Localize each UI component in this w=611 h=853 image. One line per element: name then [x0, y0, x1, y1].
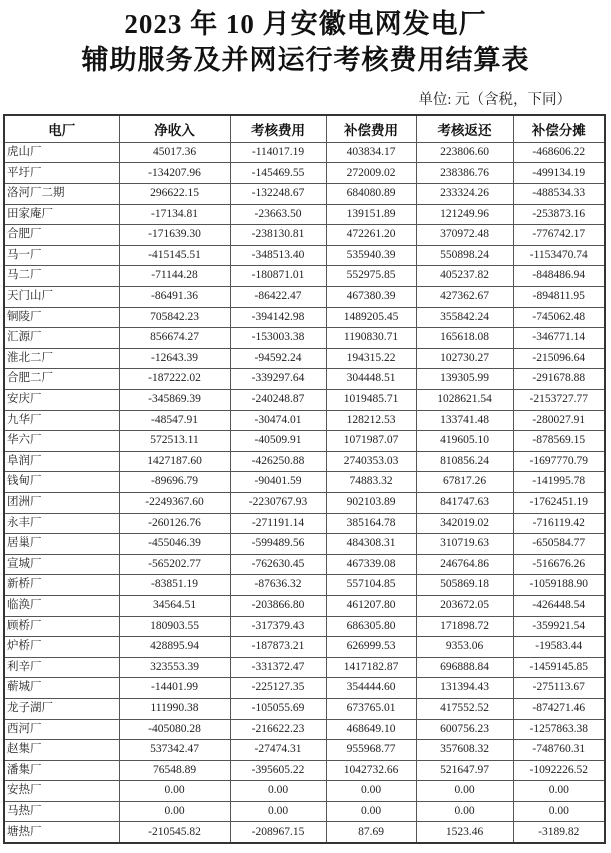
value-cell: 296622.15	[119, 184, 230, 205]
value-cell: -650584.77	[513, 534, 605, 555]
value-cell: 417552.52	[416, 698, 513, 719]
value-cell: -874271.46	[513, 698, 605, 719]
plant-name-cell: 天门山厂	[4, 287, 119, 308]
value-cell: -210545.82	[119, 822, 230, 843]
table-row	[4, 472, 605, 493]
value-cell: 180903.55	[119, 616, 230, 637]
value-cell: 171898.72	[416, 616, 513, 637]
value-cell: -280027.91	[513, 410, 605, 431]
table-header	[4, 115, 605, 143]
value-cell: -516676.26	[513, 554, 605, 575]
value-cell: -745062.48	[513, 307, 605, 328]
value-cell: -395605.22	[230, 760, 326, 781]
value-cell: 1028621.54	[416, 390, 513, 411]
value-cell: -215096.64	[513, 348, 605, 369]
plant-name-cell: 新桥厂	[4, 575, 119, 596]
value-cell: 419605.10	[416, 431, 513, 452]
title-line-1: 2023 年 10 月安徽电网发电厂	[124, 9, 487, 39]
plant-name-cell: 阜润厂	[4, 451, 119, 472]
value-cell: -468606.22	[513, 142, 605, 163]
plant-name-cell: 虎山厂	[4, 142, 119, 163]
value-cell: -499134.19	[513, 163, 605, 184]
value-cell: -225127.35	[230, 678, 326, 699]
value-cell: 370972.48	[416, 225, 513, 246]
value-cell: -488534.33	[513, 184, 605, 205]
value-cell: 626999.53	[326, 637, 416, 658]
value-cell: -153003.38	[230, 328, 326, 349]
value-cell: 1523.46	[416, 822, 513, 843]
value-cell: -1059188.90	[513, 575, 605, 596]
value-cell: -716119.42	[513, 513, 605, 534]
value-cell: -48547.91	[119, 410, 230, 431]
value-cell: -331372.47	[230, 657, 326, 678]
value-cell: 355842.24	[416, 307, 513, 328]
value-cell: 1417182.87	[326, 657, 416, 678]
value-cell: -762630.45	[230, 554, 326, 575]
value-cell: 550898.24	[416, 245, 513, 266]
table-row	[4, 492, 605, 513]
column-header-3: 考核费用	[230, 115, 326, 143]
settlement-table	[3, 114, 606, 844]
table-row	[4, 657, 605, 678]
column-header-5: 考核返还	[416, 115, 513, 143]
value-cell: -132248.67	[230, 184, 326, 205]
column-header-2: 净收入	[119, 115, 230, 143]
value-cell: -271191.14	[230, 513, 326, 534]
value-cell: 856674.27	[119, 328, 230, 349]
value-cell: 34564.51	[119, 595, 230, 616]
value-cell: -187222.02	[119, 369, 230, 390]
column-header-6: 补偿分摊	[513, 115, 605, 143]
table-row	[4, 328, 605, 349]
value-cell: -878569.15	[513, 431, 605, 452]
value-cell: 1071987.07	[326, 431, 416, 452]
value-cell: -405080.28	[119, 719, 230, 740]
value-cell: -348513.40	[230, 245, 326, 266]
value-cell: -187873.21	[230, 637, 326, 658]
value-cell: 557104.85	[326, 575, 416, 596]
value-cell: 521647.97	[416, 760, 513, 781]
table-row	[4, 287, 605, 308]
value-cell: -71144.28	[119, 266, 230, 287]
value-cell: 0.00	[513, 781, 605, 802]
value-cell: 505869.18	[416, 575, 513, 596]
document-title	[0, 6, 611, 79]
value-cell: -19583.44	[513, 637, 605, 658]
value-cell: -359921.54	[513, 616, 605, 637]
value-cell: 0.00	[230, 801, 326, 822]
value-cell: 841747.63	[416, 492, 513, 513]
value-cell: -86491.36	[119, 287, 230, 308]
value-cell: -145469.55	[230, 163, 326, 184]
value-cell: -89696.79	[119, 472, 230, 493]
plant-name-cell: 九华厂	[4, 410, 119, 431]
value-cell: 342019.02	[416, 513, 513, 534]
value-cell: -426250.88	[230, 451, 326, 472]
plant-name-cell: 汇源厂	[4, 328, 119, 349]
value-cell: 111990.38	[119, 698, 230, 719]
plant-name-cell: 临涣厂	[4, 595, 119, 616]
value-cell: -14401.99	[119, 678, 230, 699]
value-cell: -394142.98	[230, 307, 326, 328]
settlement-document	[0, 6, 611, 853]
value-cell: -180871.01	[230, 266, 326, 287]
value-cell: -87636.32	[230, 575, 326, 596]
plant-name-cell: 赵集厂	[4, 740, 119, 761]
value-cell: 572513.11	[119, 431, 230, 452]
value-cell: 385164.78	[326, 513, 416, 534]
value-cell: 810856.24	[416, 451, 513, 472]
value-cell: -2153727.77	[513, 390, 605, 411]
value-cell: -848486.94	[513, 266, 605, 287]
table-row	[4, 513, 605, 534]
plant-name-cell: 居巢厂	[4, 534, 119, 555]
table-row	[4, 245, 605, 266]
value-cell: 133741.48	[416, 410, 513, 431]
value-cell: 403834.17	[326, 142, 416, 163]
plant-name-cell: 淮北二厂	[4, 348, 119, 369]
value-cell: -1697770.79	[513, 451, 605, 472]
value-cell: -339297.64	[230, 369, 326, 390]
table-row	[4, 781, 605, 802]
table-row	[4, 369, 605, 390]
value-cell: 1427187.60	[119, 451, 230, 472]
value-cell: 0.00	[416, 781, 513, 802]
value-cell: 696888.84	[416, 657, 513, 678]
value-cell: -894811.95	[513, 287, 605, 308]
value-cell: 1489205.45	[326, 307, 416, 328]
table-row	[4, 595, 605, 616]
plant-name-cell: 塘热厂	[4, 822, 119, 843]
value-cell: 1190830.71	[326, 328, 416, 349]
value-cell: 45017.36	[119, 142, 230, 163]
value-cell: -114017.19	[230, 142, 326, 163]
value-cell: -415145.51	[119, 245, 230, 266]
value-cell: 238386.76	[416, 163, 513, 184]
value-cell: -203866.80	[230, 595, 326, 616]
value-cell: 76548.89	[119, 760, 230, 781]
value-cell: -238130.81	[230, 225, 326, 246]
value-cell: 87.69	[326, 822, 416, 843]
plant-name-cell: 合肥厂	[4, 225, 119, 246]
table-row	[4, 678, 605, 699]
value-cell: 357608.32	[416, 740, 513, 761]
value-cell: 0.00	[326, 781, 416, 802]
value-cell: -1459145.85	[513, 657, 605, 678]
value-cell: -1257863.38	[513, 719, 605, 740]
value-cell: -208967.15	[230, 822, 326, 843]
table-row	[4, 822, 605, 843]
plant-name-cell: 利辛厂	[4, 657, 119, 678]
plant-name-cell: 炉桥厂	[4, 637, 119, 658]
table-row	[4, 225, 605, 246]
value-cell: 0.00	[119, 781, 230, 802]
value-cell: -171639.30	[119, 225, 230, 246]
table-row	[4, 801, 605, 822]
value-cell: 0.00	[416, 801, 513, 822]
value-cell: 955968.77	[326, 740, 416, 761]
value-cell: -27474.31	[230, 740, 326, 761]
plant-name-cell: 马热厂	[4, 801, 119, 822]
value-cell: 102730.27	[416, 348, 513, 369]
value-cell: -2230767.93	[230, 492, 326, 513]
table-row	[4, 554, 605, 575]
value-cell: 472261.20	[326, 225, 416, 246]
value-cell: 131394.43	[416, 678, 513, 699]
value-cell: 304448.51	[326, 369, 416, 390]
plant-name-cell: 马一厂	[4, 245, 119, 266]
column-header-1: 电厂	[4, 115, 119, 143]
plant-name-cell: 顾桥厂	[4, 616, 119, 637]
value-cell: 223806.60	[416, 142, 513, 163]
value-cell: -83851.19	[119, 575, 230, 596]
value-cell: -1092226.52	[513, 760, 605, 781]
unit-note: 单位: 元（含税，下同）	[418, 91, 571, 108]
value-cell: 0.00	[326, 801, 416, 822]
value-cell: -17134.81	[119, 204, 230, 225]
value-cell: -599489.56	[230, 534, 326, 555]
value-cell: 354444.60	[326, 678, 416, 699]
value-cell: 600756.23	[416, 719, 513, 740]
table-row	[4, 163, 605, 184]
value-cell: -253873.16	[513, 204, 605, 225]
value-cell: 0.00	[513, 801, 605, 822]
value-cell: 128212.53	[326, 410, 416, 431]
value-cell: 468649.10	[326, 719, 416, 740]
plant-name-cell: 田家庵厂	[4, 204, 119, 225]
value-cell: 203672.05	[416, 595, 513, 616]
table-row	[4, 637, 605, 658]
table-body	[4, 142, 605, 843]
value-cell: -94592.24	[230, 348, 326, 369]
value-cell: 467380.39	[326, 287, 416, 308]
value-cell: 67817.26	[416, 472, 513, 493]
table-row	[4, 451, 605, 472]
plant-name-cell: 合肥二厂	[4, 369, 119, 390]
value-cell: 272009.02	[326, 163, 416, 184]
table-row	[4, 410, 605, 431]
value-cell: -260126.76	[119, 513, 230, 534]
value-cell: 461207.80	[326, 595, 416, 616]
table-row	[4, 534, 605, 555]
value-cell: 484308.31	[326, 534, 416, 555]
value-cell: -291678.88	[513, 369, 605, 390]
value-cell: -455046.39	[119, 534, 230, 555]
plant-name-cell: 安庆厂	[4, 390, 119, 411]
table-row	[4, 740, 605, 761]
value-cell: 686305.80	[326, 616, 416, 637]
plant-name-cell: 华六厂	[4, 431, 119, 452]
value-cell: 537342.47	[119, 740, 230, 761]
plant-name-cell: 团洲厂	[4, 492, 119, 513]
value-cell: -105055.69	[230, 698, 326, 719]
plant-name-cell: 洛河厂二期	[4, 184, 119, 205]
table-row	[4, 266, 605, 287]
value-cell: -134207.96	[119, 163, 230, 184]
value-cell: 405237.82	[416, 266, 513, 287]
value-cell: 902103.89	[326, 492, 416, 513]
value-cell: -748760.31	[513, 740, 605, 761]
value-cell: 705842.23	[119, 307, 230, 328]
plant-name-cell: 宣城厂	[4, 554, 119, 575]
plant-name-cell: 钱甸厂	[4, 472, 119, 493]
title-line-2: 辅助服务及并网运行考核费用结算表	[81, 45, 530, 76]
plant-name-cell: 潘集厂	[4, 760, 119, 781]
value-cell: 535940.39	[326, 245, 416, 266]
value-cell: -23663.50	[230, 204, 326, 225]
value-cell: 0.00	[119, 801, 230, 822]
value-cell: -776742.17	[513, 225, 605, 246]
value-cell: -2249367.60	[119, 492, 230, 513]
plant-name-cell: 马二厂	[4, 266, 119, 287]
value-cell: -345869.39	[119, 390, 230, 411]
value-cell: 139305.99	[416, 369, 513, 390]
value-cell: 552975.85	[326, 266, 416, 287]
value-cell: 310719.63	[416, 534, 513, 555]
value-cell: -216622.23	[230, 719, 326, 740]
plant-name-cell: 龙子湖厂	[4, 698, 119, 719]
plant-name-cell: 平圩厂	[4, 163, 119, 184]
header-row	[4, 115, 605, 143]
value-cell: -3189.82	[513, 822, 605, 843]
table-row	[4, 390, 605, 411]
value-cell: -1762451.19	[513, 492, 605, 513]
plant-name-cell: 永丰厂	[4, 513, 119, 534]
table-row	[4, 719, 605, 740]
value-cell: -275113.67	[513, 678, 605, 699]
plant-name-cell: 蕲城厂	[4, 678, 119, 699]
table-row	[4, 698, 605, 719]
value-cell: -240248.87	[230, 390, 326, 411]
table-row	[4, 760, 605, 781]
value-cell: -141995.78	[513, 472, 605, 493]
table-row	[4, 142, 605, 163]
value-cell: 74883.32	[326, 472, 416, 493]
table-row	[4, 616, 605, 637]
value-cell: 1019485.71	[326, 390, 416, 411]
value-cell: -86422.47	[230, 287, 326, 308]
value-cell: -1153470.74	[513, 245, 605, 266]
value-cell: 323553.39	[119, 657, 230, 678]
value-cell: 427362.67	[416, 287, 513, 308]
column-header-4: 补偿费用	[326, 115, 416, 143]
value-cell: 2740353.03	[326, 451, 416, 472]
table-row	[4, 307, 605, 328]
plant-name-cell: 西河厂	[4, 719, 119, 740]
value-cell: -317379.43	[230, 616, 326, 637]
value-cell: -40509.91	[230, 431, 326, 452]
value-cell: -565202.77	[119, 554, 230, 575]
table-row	[4, 575, 605, 596]
value-cell: -346771.14	[513, 328, 605, 349]
table-row	[4, 184, 605, 205]
value-cell: -30474.01	[230, 410, 326, 431]
value-cell: -12643.39	[119, 348, 230, 369]
table-row	[4, 431, 605, 452]
value-cell: 233324.26	[416, 184, 513, 205]
value-cell: -90401.59	[230, 472, 326, 493]
value-cell: 467339.08	[326, 554, 416, 575]
value-cell: 121249.96	[416, 204, 513, 225]
value-cell: 428895.94	[119, 637, 230, 658]
value-cell: 0.00	[230, 781, 326, 802]
plant-name-cell: 铜陵厂	[4, 307, 119, 328]
table-row	[4, 204, 605, 225]
plant-name-cell: 安热厂	[4, 781, 119, 802]
value-cell: 165618.08	[416, 328, 513, 349]
value-cell: 194315.22	[326, 348, 416, 369]
table-row	[4, 348, 605, 369]
value-cell: -426448.54	[513, 595, 605, 616]
value-cell: 684080.89	[326, 184, 416, 205]
value-cell: 9353.06	[416, 637, 513, 658]
value-cell: 1042732.66	[326, 760, 416, 781]
value-cell: 673765.01	[326, 698, 416, 719]
value-cell: 246764.86	[416, 554, 513, 575]
value-cell: 139151.89	[326, 204, 416, 225]
